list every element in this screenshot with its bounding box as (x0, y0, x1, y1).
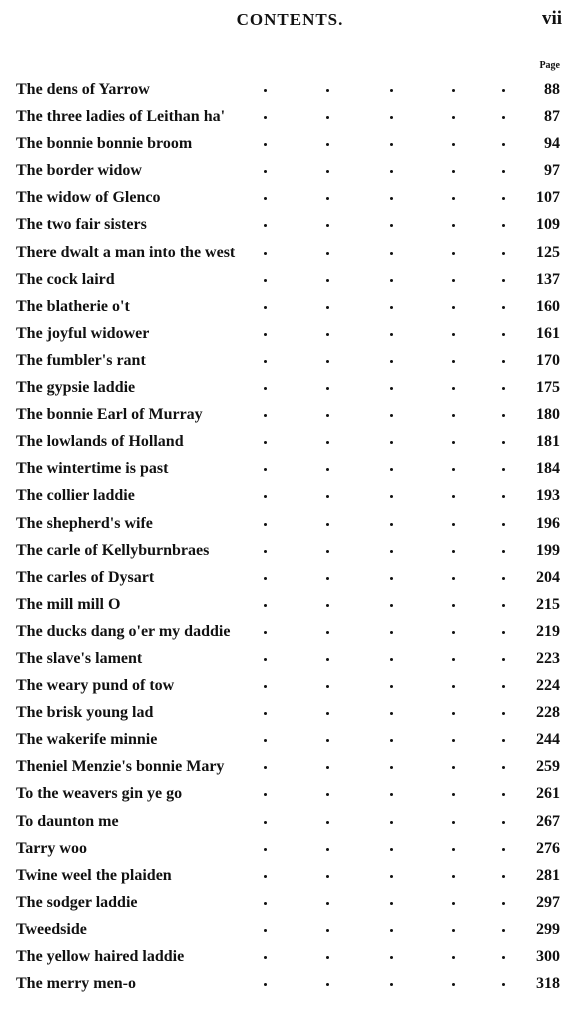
toc-entry (16, 239, 562, 266)
toc-entry (16, 591, 562, 618)
entry-page-number: 297 (536, 893, 560, 911)
entry-title: There dwalt a man into the west (16, 243, 236, 261)
entry-title: The mill mill O (16, 595, 121, 613)
toc-entry (16, 862, 562, 889)
entry-title: The brisk young lad (16, 704, 154, 722)
entry-page-number: 175 (536, 379, 560, 397)
entry-page-number: 281 (536, 866, 560, 884)
entry-page-number: 267 (536, 812, 560, 830)
toc-entry (16, 510, 562, 537)
entry-page-number: 137 (536, 270, 560, 288)
toc-entry (16, 266, 562, 293)
toc-entry (16, 455, 562, 482)
leader-dots (252, 510, 502, 537)
leader-dots (252, 564, 502, 591)
entry-page-number: 125 (536, 243, 560, 261)
entry-page-number: 244 (536, 731, 560, 749)
entry-page-number: 87 (544, 108, 560, 126)
entry-page-number: 97 (544, 162, 560, 180)
toc-entry (16, 374, 562, 401)
toc-entry (16, 157, 562, 184)
entry-page-number: 170 (536, 351, 560, 369)
leader-dots (252, 753, 502, 780)
entry-title: The wakerife minnie (16, 731, 158, 749)
entry-title: The blatherie o't (16, 297, 130, 315)
leader-dots (252, 537, 502, 564)
leader-dots (252, 347, 502, 374)
leader-dots (252, 428, 502, 455)
entry-title: The widow of Glenco (16, 189, 161, 207)
leader-dots (252, 130, 502, 157)
leader-dots (252, 184, 502, 211)
leader-dots (252, 293, 502, 320)
entry-page-number: 215 (536, 595, 560, 613)
entry-page-number: 219 (536, 622, 560, 640)
toc-entry (16, 103, 562, 130)
toc-entry (16, 347, 562, 374)
entry-page-number: 193 (536, 487, 560, 505)
toc-entry (16, 672, 562, 699)
entry-page-number: 204 (536, 568, 560, 586)
entry-title: The collier laddie (16, 487, 135, 505)
leader-dots (252, 645, 502, 672)
leader-dots (252, 808, 502, 835)
entry-title: The border widow (16, 162, 142, 180)
entry-page-number: 107 (536, 189, 560, 207)
leader-dots (252, 266, 502, 293)
entry-title: The lowlands of Holland (16, 433, 184, 451)
page-number: vii (541, 8, 562, 29)
leader-dots (252, 455, 502, 482)
toc-entry (16, 645, 562, 672)
page-column-label: Page (539, 60, 560, 71)
toc-entry (16, 537, 562, 564)
toc-entry (16, 726, 562, 753)
toc-entry (16, 320, 562, 347)
entry-title: The slave's lament (16, 649, 143, 667)
leader-dots (252, 76, 502, 103)
toc-entry (16, 428, 562, 455)
entry-title: Tarry woo (16, 839, 87, 857)
leader-dots (252, 835, 502, 862)
toc-entry (16, 76, 562, 103)
leader-dots (252, 726, 502, 753)
leader-dots (252, 699, 502, 726)
entry-page-number: 160 (536, 297, 560, 315)
leader-dots (252, 374, 502, 401)
entry-title: The two fair sisters (16, 216, 147, 234)
entry-page-number: 199 (536, 541, 560, 559)
entry-page-number: 276 (536, 839, 560, 857)
entry-title: Tweedside (16, 920, 87, 938)
entry-page-number: 299 (536, 920, 560, 938)
toc-entry (16, 482, 562, 509)
entry-page-number: 196 (536, 514, 560, 532)
contents-heading: CONTENTS. (236, 10, 344, 29)
entry-page-number: 161 (536, 324, 560, 342)
toc-entry (16, 808, 562, 835)
entry-title: The carle of Kellyburnbraes (16, 541, 210, 559)
leader-dots (252, 239, 502, 266)
entry-page-number: 109 (536, 216, 560, 234)
entry-page-number: 223 (536, 649, 560, 667)
entry-title: The three ladies of Leithan ha' (16, 108, 226, 126)
leader-dots (252, 862, 502, 889)
toc-entry (16, 564, 562, 591)
table-of-contents (16, 76, 562, 997)
toc-entry (16, 780, 562, 807)
entry-title: The ducks dang o'er my daddie (16, 622, 231, 640)
entry-title: The shepherd's wife (16, 514, 153, 532)
entry-page-number: 300 (536, 948, 560, 965)
toc-entry (16, 943, 562, 970)
leader-dots (252, 320, 502, 347)
leader-dots (252, 591, 502, 618)
entry-title: The bonnie Earl of Murray (16, 406, 203, 424)
entry-title: The weary pund of tow (16, 677, 175, 695)
entry-page-number: 318 (536, 975, 560, 993)
leader-dots (252, 916, 502, 943)
entry-title: Theniel Menzie's bonnie Mary (16, 758, 225, 776)
entry-page-number: 184 (536, 460, 560, 478)
leader-dots (252, 401, 502, 428)
entry-title: The fumbler's rant (16, 351, 146, 369)
entry-page-number: 224 (536, 677, 560, 695)
entry-title: The dens of Yarrow (16, 81, 150, 98)
leader-dots (252, 780, 502, 807)
toc-entry (16, 618, 562, 645)
toc-entry (16, 401, 562, 428)
page-header (0, 8, 580, 32)
entry-page-number: 259 (536, 758, 560, 776)
toc-entry (16, 293, 562, 320)
toc-entry (16, 184, 562, 211)
entry-page-number: 181 (536, 433, 560, 451)
entry-page-number: 88 (544, 81, 560, 98)
entry-title: The wintertime is past (16, 460, 169, 478)
toc-entry (16, 970, 562, 997)
entry-page-number: 261 (536, 785, 560, 803)
entry-title: The gypsie laddie (16, 379, 136, 397)
leader-dots (252, 943, 502, 970)
entry-title: The sodger laddie (16, 893, 138, 911)
entry-page-number: 228 (536, 704, 560, 722)
entry-page-number: 94 (544, 135, 560, 153)
entry-title: The cock laird (16, 270, 115, 288)
entry-title: The joyful widower (16, 324, 150, 342)
entry-title: The yellow haired laddie (16, 948, 185, 965)
toc-entry (16, 211, 562, 238)
entry-title: The merry men-o (16, 975, 136, 993)
toc-entry (16, 130, 562, 157)
leader-dots (252, 889, 502, 916)
leader-dots (252, 157, 502, 184)
entry-title: To daunton me (16, 812, 119, 830)
leader-dots (252, 211, 502, 238)
toc-entry (16, 753, 562, 780)
entry-title: The carles of Dysart (16, 568, 155, 586)
leader-dots (252, 970, 502, 997)
entry-title: Twine weel the plaiden (16, 866, 172, 884)
entry-page-number: 180 (536, 406, 560, 424)
entry-title: The bonnie bonnie broom (16, 135, 193, 153)
toc-entry (16, 699, 562, 726)
toc-entry (16, 916, 562, 943)
leader-dots (252, 482, 502, 509)
leader-dots (252, 672, 502, 699)
toc-entry (16, 889, 562, 916)
toc-entry (16, 835, 562, 862)
leader-dots (252, 103, 502, 130)
leader-dots (252, 618, 502, 645)
entry-title: To the weavers gin ye go (16, 785, 183, 803)
